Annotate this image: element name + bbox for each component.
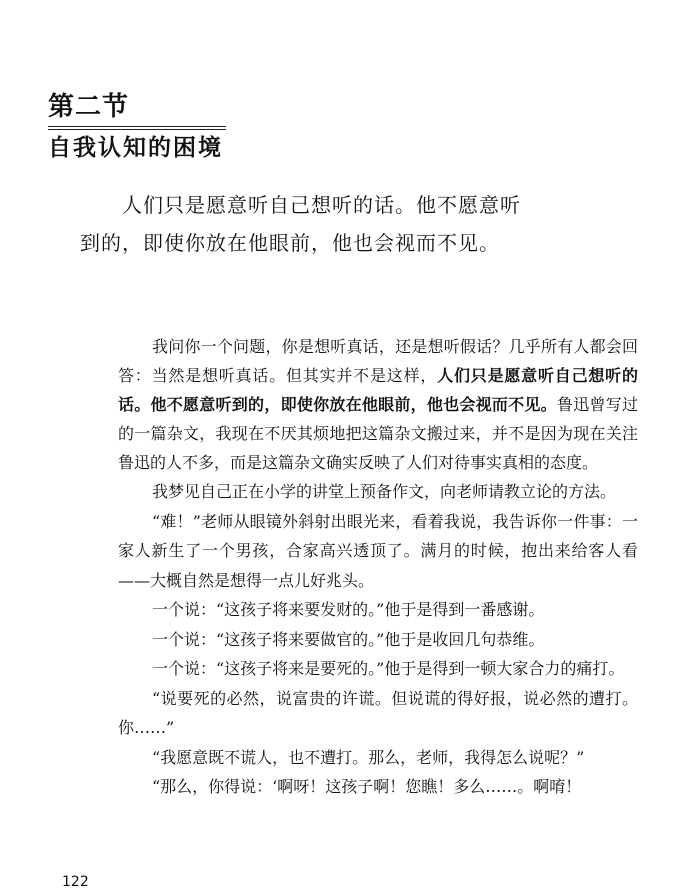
quoted-paragraph: 一个说：“这孩子将来要做官的。”他于是收回几句恭维。 bbox=[152, 629, 545, 649]
body-text bbox=[118, 332, 638, 802]
rule-line bbox=[48, 126, 226, 127]
section-title: 自我认知的困境 bbox=[48, 135, 223, 161]
section-label: 第二节 bbox=[48, 92, 130, 122]
section-header bbox=[48, 92, 226, 162]
section-rules bbox=[48, 126, 226, 130]
quoted-paragraph: 我梦见自己正在小学的讲堂上预备作文，向老师请教立论的方法。 bbox=[152, 482, 617, 501]
epigraph-line-2: 到的，即使你放在他眼前，他也会视而不见。 bbox=[80, 231, 500, 255]
epigraph bbox=[80, 186, 600, 262]
quoted-paragraph: “难！”老师从眼镜外斜射出眼光来，看着我说，我告诉你一件事：一家人新生了一个男孩，合家高兴透顶了。满月的时候，抱出来给客人看——大概自然是想得一点儿好兆头。 bbox=[118, 511, 638, 590]
quoted-paragraph: 一个说：“这孩子将来是要死的。”他于是得到一顿大家合力的痛打。 bbox=[152, 659, 625, 678]
quoted-paragraph: “那么，你得说：‘啊呀！这孩子啊！您瞧！多么……。啊唷！ bbox=[152, 777, 582, 796]
page-number: 122 bbox=[62, 874, 89, 890]
intro-text-b: 鲁迅曾写过的一篇杂文，我现在不厌其烦地把这篇杂文搬过来，并不是因为现在关注鲁迅的人不多，而是这篇杂文确实反映了人们对待事实真相的态度。 bbox=[118, 395, 638, 472]
quoted-paragraph: “说要死的必然，说富贵的许谎。但说谎的得好报，说必然的遭打。你……” bbox=[118, 688, 638, 737]
quoted-paragraph: “我愿意既不谎人，也不遭打。那么，老师，我得怎么说呢？” bbox=[152, 747, 585, 767]
quoted-paragraph: 一个说：“这孩子将来要发财的。”他于是得到一番感谢。 bbox=[152, 600, 545, 619]
intro-paragraph bbox=[118, 332, 638, 477]
intro-text-a: 我问你一个问题，你是想听真话，还是想听假话？几乎所有人都会回答：当然是想听真话。但其实并不是这样， bbox=[118, 337, 638, 385]
rule-line bbox=[48, 129, 226, 130]
intro-emphasis: 人们只是愿意听自己想听的话。他不愿意听到的，即使你放在他眼前，他也会视而不见。 bbox=[118, 366, 638, 414]
epigraph-line-1: 人们只是愿意听自己想听的话。他不愿意听 bbox=[122, 193, 521, 217]
